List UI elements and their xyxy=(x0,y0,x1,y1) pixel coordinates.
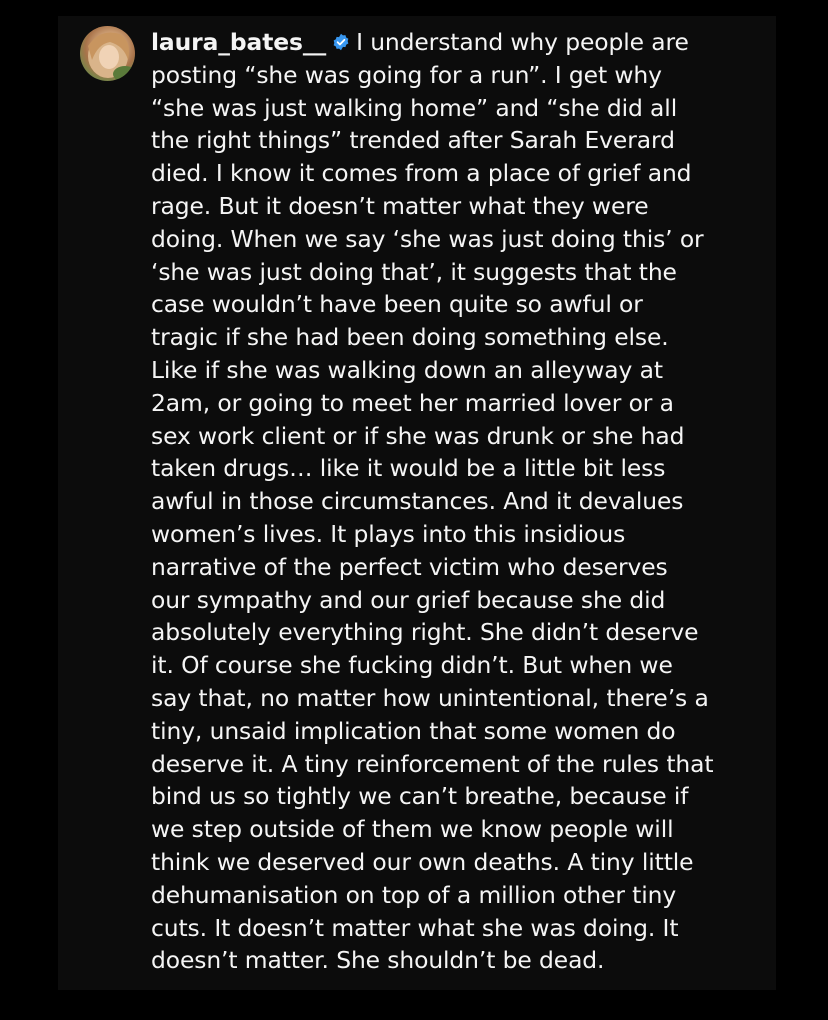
caption-line: deserve it. A tiny reinforcement of the rules that xyxy=(151,749,714,778)
caption-line: cuts. It doesn’t matter what she was doing. It xyxy=(151,913,679,942)
caption-line: awful in those circumstances. And it devalues xyxy=(151,487,684,516)
caption-text-first: I understand why people are xyxy=(356,28,689,56)
post-caption xyxy=(151,26,776,977)
caption-line: women’s lives. It plays into this insidious xyxy=(151,519,626,548)
caption-first-line xyxy=(151,26,776,59)
avatar-image xyxy=(80,26,135,81)
caption-line: bind us so tightly we can’t breathe, because if xyxy=(151,782,689,811)
verified-badge-icon xyxy=(332,33,350,51)
caption-line: doesn’t matter. She shouldn’t be dead. xyxy=(151,946,605,975)
caption-line: absolutely everything right. She didn’t deserve xyxy=(151,618,699,647)
caption-line: taken drugs… like it would be a little bit less xyxy=(151,454,666,483)
caption-line: tragic if she had been doing something else. xyxy=(151,323,669,352)
caption-line: doing. When we say ‘she was just doing this’ or xyxy=(151,224,704,253)
caption-line: tiny, unsaid implication that some women do xyxy=(151,716,676,745)
caption-line: Like if she was walking down an alleyway at xyxy=(151,355,663,384)
caption-line: rage. But it doesn’t matter what they were xyxy=(151,191,649,220)
username-link[interactable]: laura_bates__ xyxy=(151,28,327,56)
caption-line: died. I know it comes from a place of grief and xyxy=(151,159,692,188)
caption-line: “she was just walking home” and “she did all xyxy=(151,93,678,122)
caption-line: dehumanisation on top of a million other tiny xyxy=(151,880,677,909)
caption-text xyxy=(151,59,776,977)
caption-line: 2am, or going to meet her married lover or a xyxy=(151,388,674,417)
caption-line: think we deserved our own deaths. A tiny little xyxy=(151,847,694,876)
caption-line: say that, no matter how unintentional, there’s a xyxy=(151,683,709,712)
caption-line: narrative of the perfect victim who deserves xyxy=(151,552,668,581)
profile-avatar[interactable] xyxy=(80,26,135,81)
caption-line: sex work client or if she was drunk or she had xyxy=(151,421,685,450)
caption-line: posting “she was going for a run”. I get why xyxy=(151,60,662,89)
caption-line: case wouldn’t have been quite so awful or xyxy=(151,290,643,319)
caption-line: we step outside of them we know people will xyxy=(151,815,674,844)
caption-line: the right things” trended after Sarah Everard xyxy=(151,126,675,155)
caption-line: it. Of course she fucking didn’t. But when we xyxy=(151,651,673,680)
caption-line: ‘she was just doing that’, it suggests that the xyxy=(151,257,677,286)
caption-line: our sympathy and our grief because she did xyxy=(151,585,666,614)
